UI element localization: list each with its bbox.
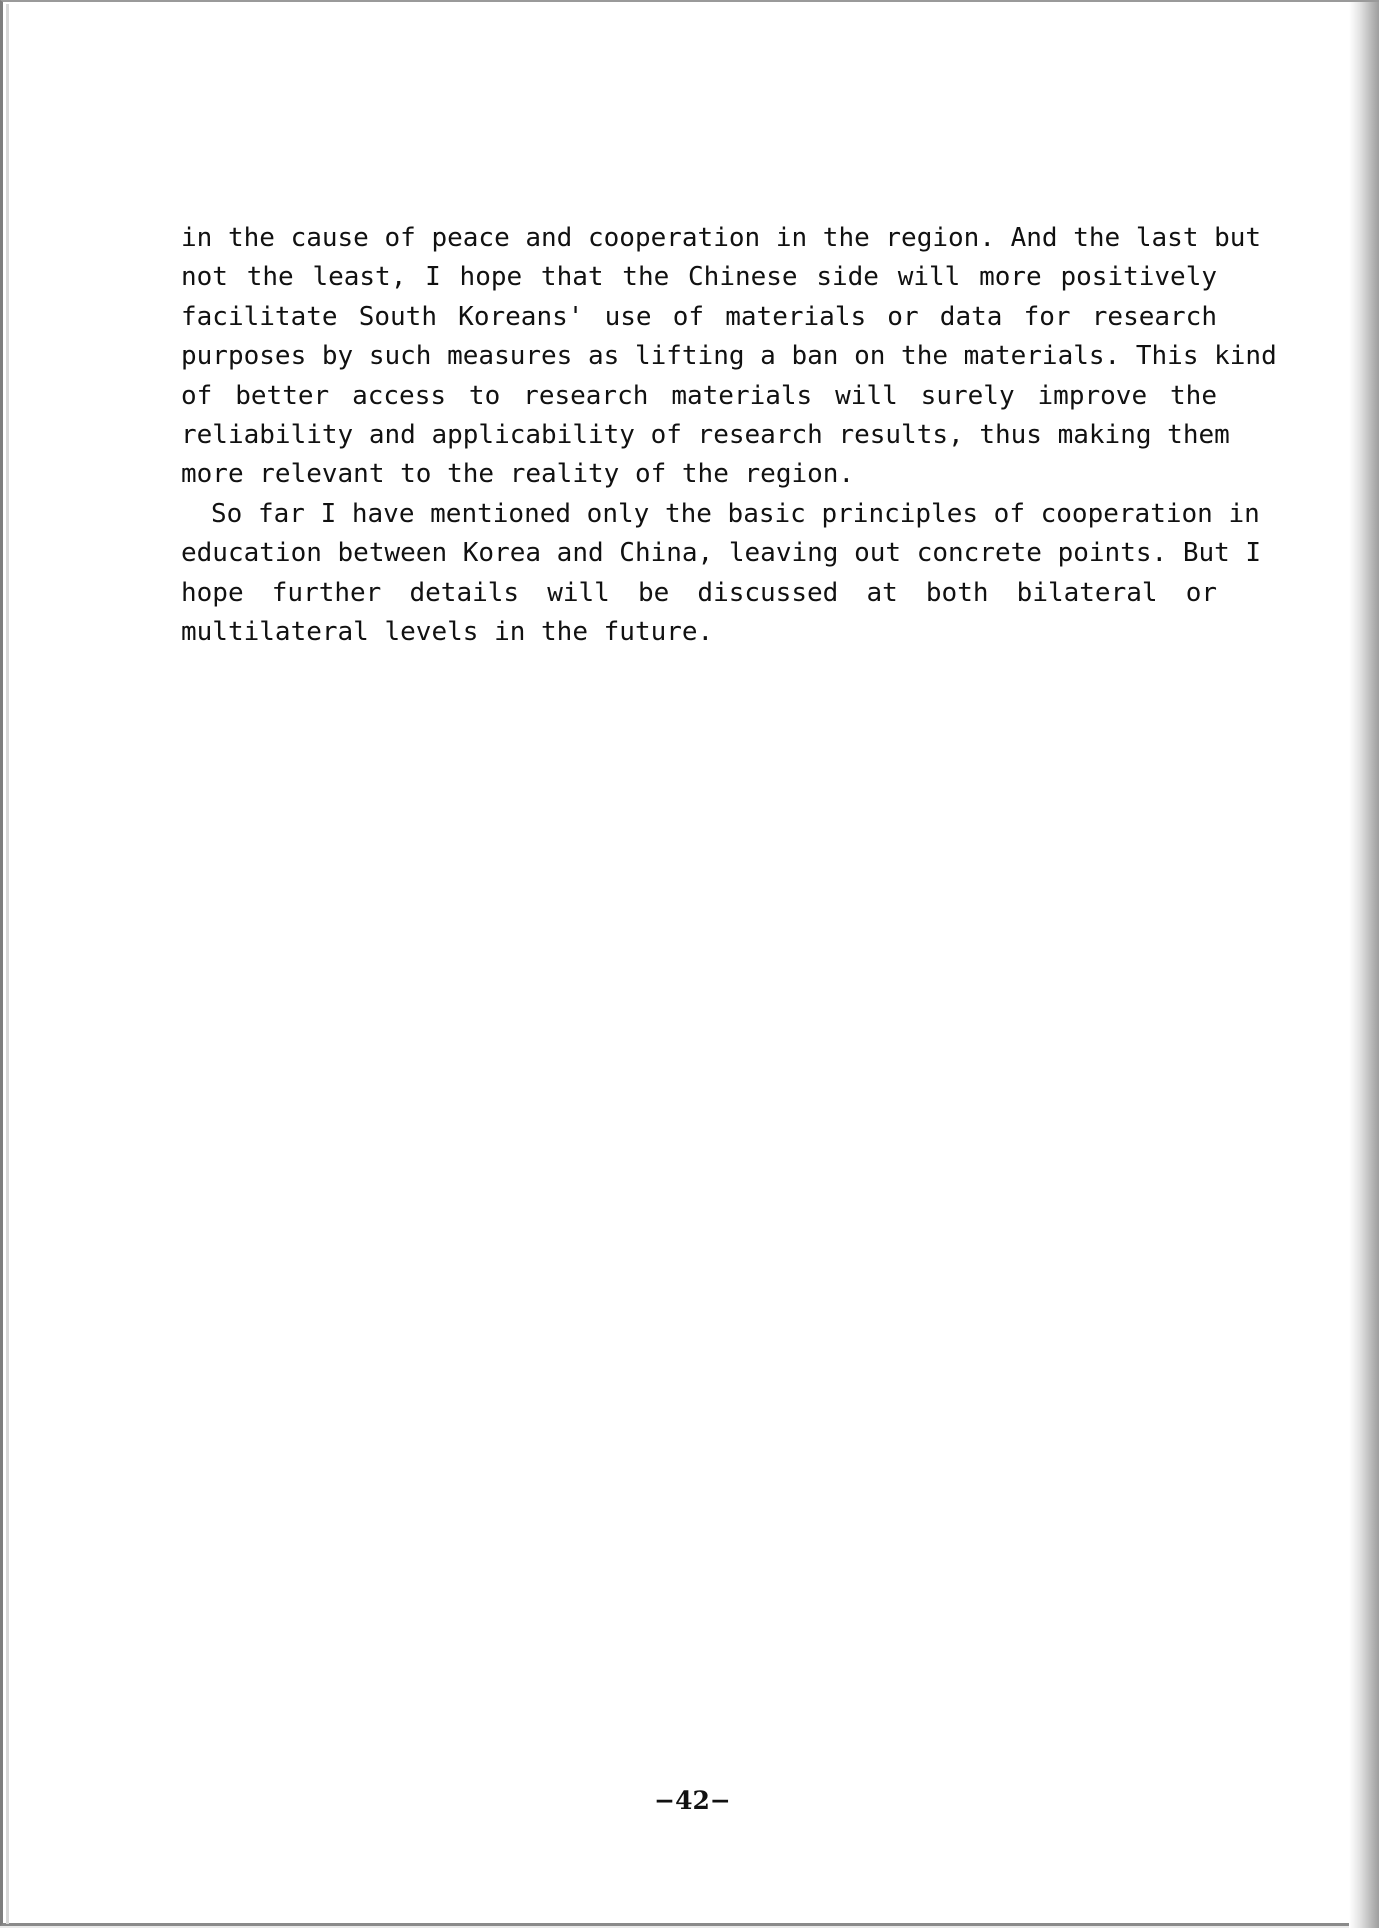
text-line: not the least, I hope that the Chinese side will more positively [181, 262, 1217, 293]
page-number: −42− [654, 1786, 731, 1815]
paragraph-1 [181, 219, 1277, 495]
page-left-edge [6, 4, 9, 1924]
text-line: in the cause of peace and cooperation in the region. And the last but [181, 223, 1262, 253]
body-text [181, 219, 1277, 652]
text-line: hope further details will be discussed at both bilateral or [181, 577, 1217, 608]
text-line: facilitate South Koreans' use of materials or data for research [181, 301, 1217, 332]
text-line: of better access to research materials will surely improve the [181, 380, 1217, 411]
text-line: reliability and applicability of research results, thus making them [181, 419, 1230, 450]
text-line: purposes by such measures as lifting a ban on the materials. This kind [181, 341, 1277, 372]
page-right-shadow [1349, 2, 1379, 1928]
text-line: education between Korea and China, leaving out concrete points. But I [181, 538, 1262, 569]
text-line: So far I have mentioned only the basic principles of cooperation in [211, 498, 1260, 529]
paragraph-2 [181, 495, 1262, 653]
text-line: multilateral levels in the future. [181, 616, 714, 647]
text-line: more relevant to the reality of the region. [181, 459, 855, 490]
